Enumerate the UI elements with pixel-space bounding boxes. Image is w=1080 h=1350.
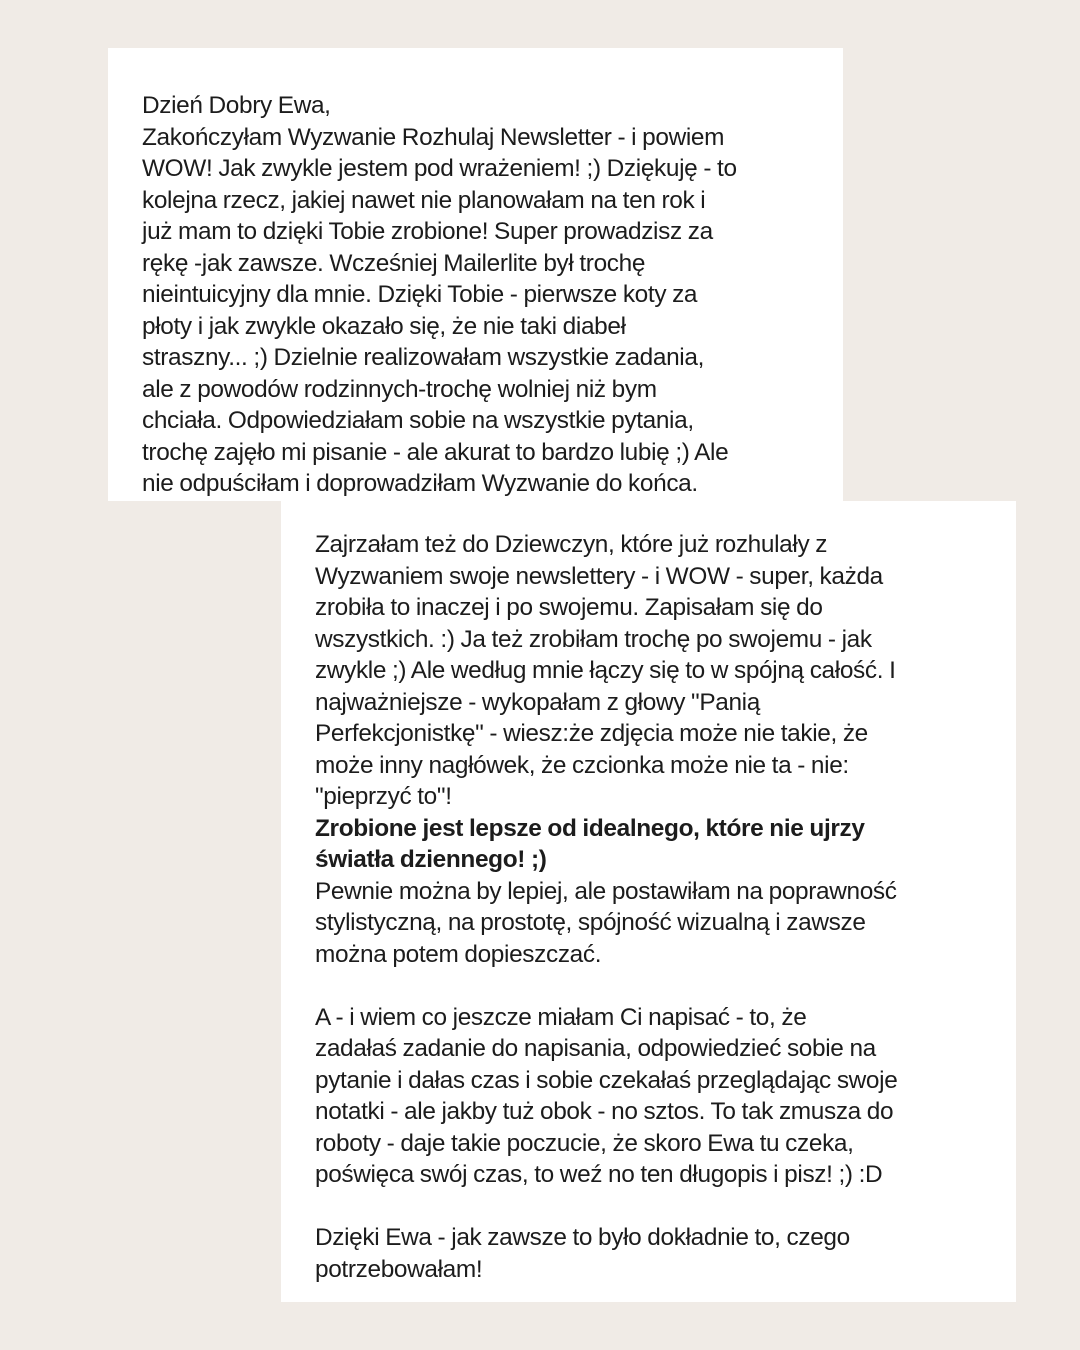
text-line: stylistyczną, na prostotę, spójność wizualną i zawsze: [315, 909, 866, 936]
text-line: można potem dopieszczać.: [315, 940, 602, 968]
text-line: ale z powodów rodzinnych-trochę wolniej niż bym: [142, 375, 657, 403]
paragraph-spacer: [315, 1191, 996, 1223]
text-line: Dzięki Ewa - jak zawsze to było dokładnie to, czego: [315, 1224, 850, 1251]
text-line: najważniejsze - wykopałam z głowy "Panią: [315, 688, 760, 716]
testimonial-card-part-2: [281, 501, 1016, 1302]
text-line: Zajrzałam też do Dziewczyn, które już rozhulały z: [315, 531, 828, 558]
text-line: Pewnie można by lepiej, ale postawiłam na poprawność: [315, 877, 897, 905]
text-line: "pieprzyć to"!: [315, 783, 452, 810]
paragraph-visiting-others: [315, 529, 996, 813]
text-line: zadałaś zadanie do napisania, odpowiedzieć sobie na: [315, 1035, 876, 1062]
text-line: trochę zajęło mi pisanie - ale akurat to bardzo lubię ;) Ale: [142, 438, 729, 466]
bold-quote-line: Zrobione jest lepsze od idealnego, które nie ujrzy: [315, 814, 865, 842]
testimonial-card-part-1: [108, 48, 843, 501]
text-line: może inny nagłówek, że czcionka może nie ta - nie:: [315, 751, 849, 779]
text-line: kolejna rzecz, jakiej nawet nie planowałam na ten rok i: [142, 186, 706, 214]
text-line: nie odpuściłam i doprowadziłam Wyzwanie do końca.: [142, 470, 698, 497]
text-line: Zakończyłam Wyzwanie Rozhulaj Newsletter - i powiem: [142, 123, 725, 151]
testimonial-text-part-2: [315, 529, 996, 1285]
text-line: już mam to dzięki Tobie zrobione! Super prowadzisz za: [142, 218, 713, 245]
bold-quote-line: światła dziennego! ;): [315, 846, 547, 873]
text-line: Wyzwaniem swoje newslettery - i WOW - super, każda: [315, 562, 883, 590]
text-line: roboty - daje takie poczucie, że skoro Ewa tu czeka,: [315, 1129, 854, 1157]
text-line: zwykle ;) Ale według mnie łączy się to w spójną całość. I: [315, 657, 896, 684]
paragraph-waiting-together: [315, 1002, 996, 1191]
text-line: pytanie i dałas czas i sobie czekałaś przeglądając swoje: [315, 1066, 898, 1094]
text-line: notatki - ale jakby tuż obok - no sztos. To tak zmusza do: [315, 1098, 894, 1125]
paragraph-spacer: [315, 970, 996, 1002]
testimonial-text-part-1: [142, 90, 823, 500]
paragraph-thanks: [315, 1222, 996, 1285]
text-line: straszny... ;) Dzielnie realizowałam wszystkie zadania,: [142, 344, 705, 371]
text-line: WOW! Jak zwykle jestem pod wrażeniem! ;) Dziękuję - to: [142, 155, 737, 182]
text-line: A - i wiem co jeszcze miałam Ci napisać - to, że: [315, 1003, 807, 1031]
text-line: chciała. Odpowiedziałam sobie na wszystkie pytania,: [142, 407, 694, 434]
text-line: Perfekcjonistkę" - wiesz:że zdjęcia może nie takie, że: [315, 720, 868, 747]
text-line: nieintuicyjny dla mnie. Dzięki Tobie - pierwsze koty za: [142, 281, 698, 308]
paragraph-simplicity: [315, 876, 996, 971]
text-line: płoty i jak zwykle okazało się, że nie taki diabeł: [142, 312, 626, 340]
text-line: poświęca swój czas, to weź no ten długopis i pisz! ;) :D: [315, 1161, 883, 1188]
text-line: potrzebowałam!: [315, 1255, 483, 1283]
greeting-line: Dzień Dobry Ewa,: [142, 92, 331, 119]
text-line: wszystkich. :) Ja też zrobiłam trochę po swojemu - jak: [315, 625, 872, 653]
bold-quote: [315, 813, 996, 876]
text-line: rękę -jak zawsze. Wcześniej Mailerlite był trochę: [142, 249, 646, 277]
text-line: zrobiła to inaczej i po swojemu. Zapisałam się do: [315, 594, 823, 621]
